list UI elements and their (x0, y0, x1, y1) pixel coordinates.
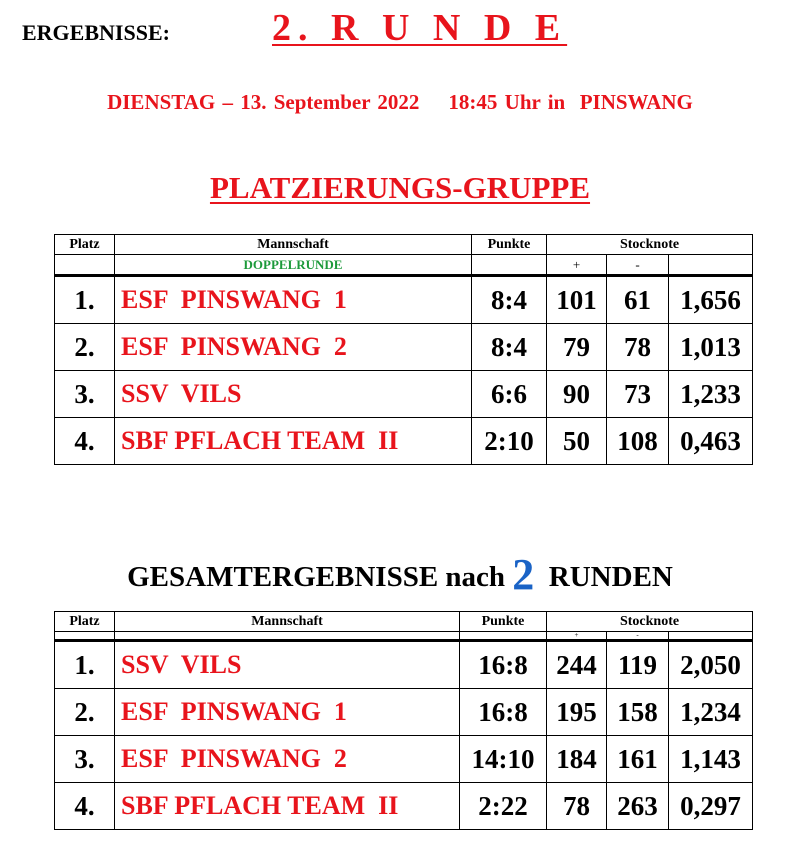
cell-punkte: 2:10 (472, 418, 547, 465)
total-heading-after: RUNDEN (534, 561, 673, 593)
event-info: DIENSTAG – 13. September 2022 18:45 Uhr in PINSWANG (107, 90, 693, 114)
cell-platz: 4. (55, 783, 115, 830)
col-mannschaft: Mannschaft (115, 612, 460, 632)
cell-note: 1,656 (669, 276, 753, 324)
cell-minus: 108 (607, 418, 669, 465)
table-row (55, 783, 753, 830)
table-row (55, 371, 753, 418)
cell-note: 0,297 (669, 783, 753, 830)
cell-platz: 2. (55, 324, 115, 371)
group-heading: PLATZIERUNGS-GRUPPE (209, 170, 591, 205)
col-stocknote: Stocknote (547, 612, 753, 632)
cell-minus: 161 (607, 736, 669, 783)
cell-note: 2,050 (669, 641, 753, 689)
cell-plus: 78 (547, 783, 607, 830)
cell-punkte: 2:22 (460, 783, 547, 830)
cell-note: 1,233 (669, 371, 753, 418)
table-row (55, 276, 753, 324)
subheader-plus: + (547, 255, 607, 276)
cell-punkte: 6:6 (472, 371, 547, 418)
cell-plus: 184 (547, 736, 607, 783)
col-punkte: Punkte (460, 612, 547, 632)
cell-team: SBF PFLACH TEAM II (115, 418, 472, 465)
col-punkte: Punkte (472, 235, 547, 255)
subheader-plus: + (547, 632, 607, 641)
col-platz: Platz (55, 612, 115, 632)
cell-platz: 2. (55, 689, 115, 736)
table-row (55, 689, 753, 736)
cell-note: 1,143 (669, 736, 753, 783)
subheader-doppelrunde: DOPPELRUNDE (115, 255, 472, 276)
cell-plus: 244 (547, 641, 607, 689)
cell-note: 0,463 (669, 418, 753, 465)
cell-plus: 90 (547, 371, 607, 418)
cell-platz: 1. (55, 276, 115, 324)
cell-minus: 263 (607, 783, 669, 830)
cell-plus: 195 (547, 689, 607, 736)
label-ergebnisse: ERGEBNISSE: (22, 20, 170, 45)
cell-punkte: 16:8 (460, 689, 547, 736)
cell-minus: 61 (607, 276, 669, 324)
cell-punkte: 8:4 (472, 324, 547, 371)
cell-note: 1,234 (669, 689, 753, 736)
table-row (55, 418, 753, 465)
cell-minus: 119 (607, 641, 669, 689)
cell-platz: 1. (55, 641, 115, 689)
cell-team: ESF PINSWANG 1 (115, 276, 472, 324)
col-mannschaft: Mannschaft (115, 235, 472, 255)
subheader-empty (669, 255, 753, 276)
page-title: 2. R U N D E (272, 7, 568, 49)
total-results-table (54, 611, 753, 830)
col-platz: Platz (55, 235, 115, 255)
subheader-minus: - (607, 255, 669, 276)
total-heading (0, 546, 800, 597)
cell-team: SSV VILS (115, 371, 472, 418)
col-stocknote: Stocknote (547, 235, 753, 255)
subheader-empty (55, 255, 115, 276)
cell-platz: 3. (55, 371, 115, 418)
subheader-minus: - (607, 632, 669, 641)
subheader-empty (472, 255, 547, 276)
cell-platz: 3. (55, 736, 115, 783)
subheader-empty (55, 632, 115, 641)
table-subheader-row (55, 632, 753, 641)
total-heading-number: 2 (512, 550, 535, 599)
table-row (55, 324, 753, 371)
table-header-row (55, 235, 753, 255)
cell-minus: 78 (607, 324, 669, 371)
cell-team: SSV VILS (115, 641, 460, 689)
cell-minus: 73 (607, 371, 669, 418)
cell-team: SBF PFLACH TEAM II (115, 783, 460, 830)
cell-note: 1,013 (669, 324, 753, 371)
cell-punkte: 8:4 (472, 276, 547, 324)
subheader-empty (115, 632, 460, 641)
group-results-table (54, 234, 753, 465)
cell-punkte: 14:10 (460, 736, 547, 783)
subheader-empty (460, 632, 547, 641)
cell-team: ESF PINSWANG 1 (115, 689, 460, 736)
cell-punkte: 16:8 (460, 641, 547, 689)
table-row (55, 736, 753, 783)
cell-team: ESF PINSWANG 2 (115, 736, 460, 783)
cell-team: ESF PINSWANG 2 (115, 324, 472, 371)
cell-plus: 79 (547, 324, 607, 371)
total-heading-before: GESAMTERGEBNISSE nach (127, 561, 513, 593)
table-header-row (55, 612, 753, 632)
table-subheader-row (55, 255, 753, 276)
cell-plus: 50 (547, 418, 607, 465)
table-row (55, 641, 753, 689)
cell-platz: 4. (55, 418, 115, 465)
subheader-empty (669, 632, 753, 641)
cell-minus: 158 (607, 689, 669, 736)
cell-plus: 101 (547, 276, 607, 324)
